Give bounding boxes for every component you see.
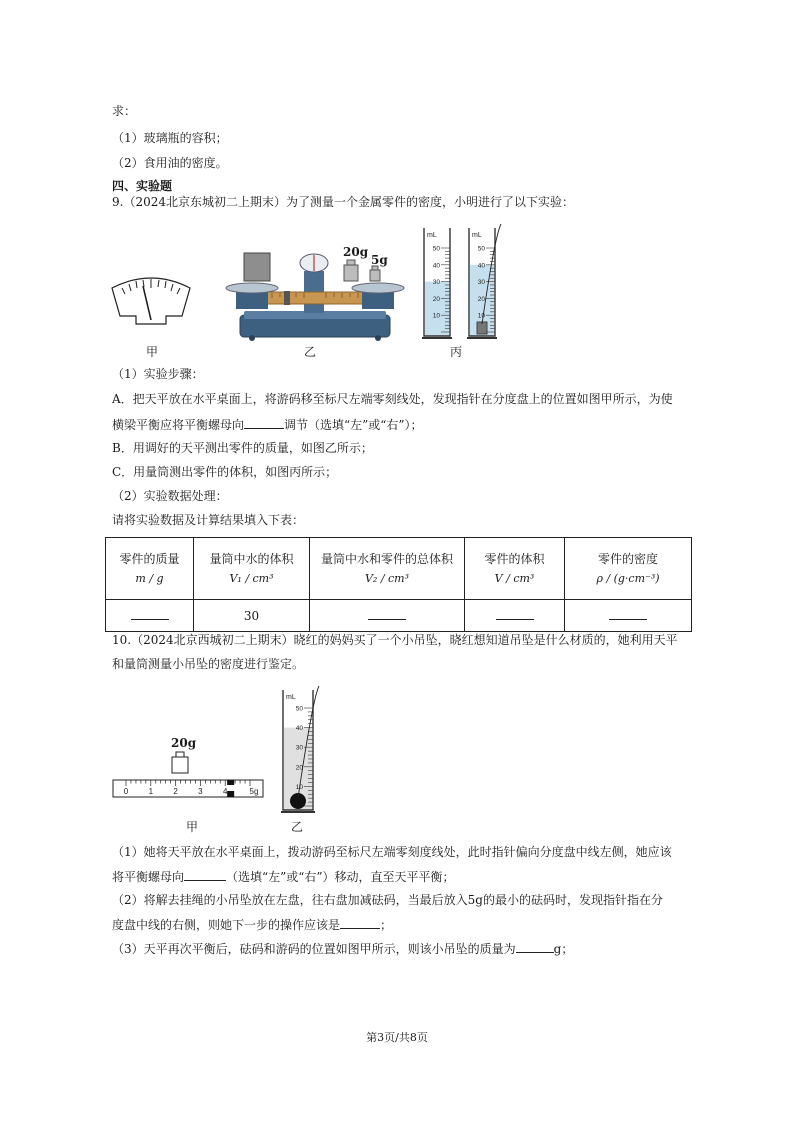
weight-label-20g: 20g	[343, 245, 369, 259]
cylinder-tick-label: 10	[432, 312, 440, 320]
p9-data-heading: （2）实验数据处理：	[112, 489, 228, 503]
metal-part	[244, 253, 270, 281]
table-cell-mass-blank[interactable]	[106, 600, 194, 632]
p10-q2-line2: 度盘中线的右侧，则她下一步的操作应该是 ；	[112, 918, 393, 932]
problem-10-line1: 10.（2024北京西城初二上期末）晓红的妈妈买了一个小吊坠，晓红想知道吊坠是什么材质的，她利用天平	[112, 633, 678, 647]
cylinder-tick-label: 30	[432, 279, 440, 287]
weight-5g	[370, 270, 380, 281]
leveling-foot-right	[375, 335, 381, 341]
p9-fill-instruction: 请将实验数据及计算结果填入下表：	[112, 513, 305, 527]
cylinder-tick-label: 40	[432, 262, 440, 270]
fig9-cylinder-water	[420, 222, 456, 342]
cylinder-tick-label: 30	[295, 744, 303, 752]
table-header-mass: 零件的质量 m / g	[106, 538, 194, 600]
p9-step-a-line2: 横梁平衡应将平衡螺母向 调节（选填“左”或“右”）；	[112, 418, 423, 432]
page-footer: 第3页/共8页	[366, 1031, 428, 1044]
cylinder-tick-label: 50	[477, 245, 485, 253]
cylinder-tick-label: 10	[295, 783, 303, 791]
cylinder-tick-label: 40	[295, 725, 303, 733]
fig10-cylinder	[279, 684, 319, 816]
rider-bottom	[227, 791, 234, 797]
cylinder-tick-label: 20	[295, 764, 303, 772]
cylinder-tick-label: 30	[477, 279, 485, 287]
scale-label: 4	[222, 787, 228, 796]
fig9-caption-bing: 丙	[450, 345, 463, 359]
cylinder-tick-label: 40	[477, 262, 485, 270]
p9-step-b: B．用调好的天平测出零件的质量，如图乙所示；	[112, 441, 373, 455]
cylinder-tick-label: 10	[477, 312, 485, 320]
scale-bar	[113, 780, 263, 797]
answer-blank-mass[interactable]	[516, 941, 554, 953]
weight-20g	[344, 265, 358, 281]
p9-step-c: C．用量筒测出零件的体积，如图丙所示；	[112, 465, 338, 479]
leveling-foot-left	[249, 335, 255, 341]
answer-blank-knob-direction-2[interactable]	[184, 869, 226, 881]
fig10-rider-scale	[112, 779, 264, 799]
scale-label: 2	[173, 787, 178, 796]
question-1-text: （1）玻璃瓶的容积；	[112, 131, 228, 145]
table-cell-v-blank[interactable]	[465, 600, 565, 632]
fig9-caption-yi: 乙	[304, 345, 317, 359]
cylinder-unit: mL	[472, 232, 482, 239]
fig10-weight-20g	[171, 752, 189, 774]
rider-top	[227, 780, 234, 785]
table-cell-v2-blank[interactable]	[310, 600, 465, 632]
table-header-v2: 量筒中水和零件的总体积 V₂ / cm³	[310, 538, 465, 600]
fig10-caption-yi: 乙	[291, 820, 304, 834]
scale-label: 5g	[249, 787, 259, 796]
fig9-dial-jia	[110, 274, 192, 324]
scale-label: 1	[148, 787, 154, 796]
p10-q1-line2: 将平衡螺母向 （选填“左”或“右”）移动，直至天平平衡；	[112, 870, 455, 884]
answer-blank-knob-direction[interactable]	[244, 417, 284, 429]
problem-10-line2: 和量筒测量小吊坠的密度进行鉴定。	[112, 657, 305, 671]
scale-beam	[264, 292, 366, 304]
table-header-density: 零件的密度 ρ / (g·cm⁻³)	[565, 538, 692, 600]
fig10-weight-label: 20g	[171, 736, 197, 750]
cylinder-unit: mL	[286, 694, 296, 701]
question-2-text: （2）食用油的密度。	[112, 156, 228, 170]
fig10-caption-jia: 甲	[186, 820, 199, 834]
right-pan	[352, 283, 404, 293]
qiu-label: 求：	[112, 104, 137, 118]
left-pan	[226, 283, 278, 293]
problem-9-intro: 9.（2024北京东城初二上期末）为了测量一个金属零件的密度，小明进行了以下实验：	[112, 195, 574, 209]
table-cell-v1-value: 30	[194, 600, 310, 632]
cylinder-tick-label: 20	[477, 295, 485, 303]
cylinder-tick-label: 50	[295, 705, 303, 713]
p9-step-a-line1: A．把天平放在水平桌面上，将游码移至标尺左端零刻线处，发现指针在分度盘上的位置如图甲所示，为使	[112, 392, 673, 406]
p10-q2-line1: （2）将解去挂绳的小吊坠放在左盘，往右盘加减砝码，当最后放入5g的最小的砝码时，发现指针指在分	[112, 893, 663, 907]
fig9-caption-jia: 甲	[146, 345, 159, 359]
fig9-cylinder-with-part	[465, 222, 501, 342]
water-column	[425, 282, 449, 336]
table-cell-density-blank[interactable]	[565, 600, 692, 632]
answer-blank-next-step[interactable]	[340, 917, 380, 929]
p10-q1-line1: （1）她将天平放在水平桌面上，拨动游码至标尺左端零刻度线处，此时指针偏向分度盘中线左侧，她应该	[112, 845, 672, 859]
data-table	[105, 537, 692, 632]
rider	[284, 291, 290, 305]
section-heading: 四、实验题	[112, 179, 173, 193]
cylinder-unit: mL	[427, 232, 437, 239]
scale-label: 0	[123, 787, 129, 796]
table-header-v: 零件的体积 V / cm³	[465, 538, 565, 600]
p9-step-heading: （1）实验步骤：	[112, 367, 204, 381]
cylinder-tick-label: 20	[432, 295, 440, 303]
cylinder-tick-label: 50	[432, 245, 440, 253]
table-header-v1: 量筒中水的体积 V₁ / cm³	[194, 538, 310, 600]
weight-label-5g: 5g	[371, 253, 388, 267]
p10-q3-line: （3）天平再次平衡后，砝码和游码的位置如图甲所示，则该小吊坠的质量为 g；	[112, 942, 574, 956]
scale-label: 3	[198, 787, 203, 796]
